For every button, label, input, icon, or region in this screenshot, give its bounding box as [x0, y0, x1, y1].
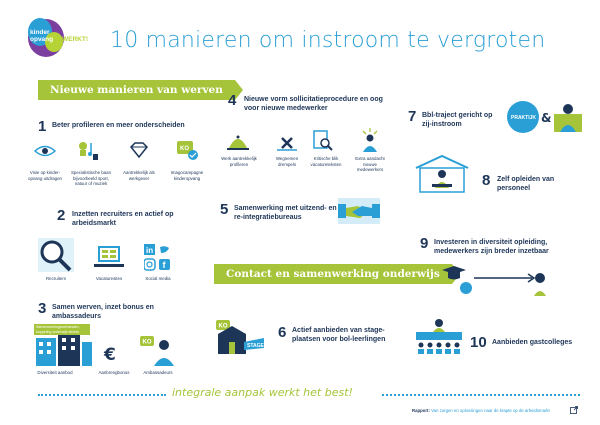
logo-text-3: WERKT!: [62, 36, 88, 43]
person-spotlight-icon: [360, 128, 380, 152]
logo-text-1: kinder: [30, 29, 50, 36]
ambassador-icon: [140, 336, 176, 366]
classroom-icon: [414, 154, 470, 194]
handshake-icon: [338, 198, 380, 224]
item-1-heading: Beter profileren en meer onderscheiden: [52, 122, 185, 129]
banner-onderwijs: Contact en samenwerking onderwijs: [214, 264, 452, 284]
item-7-heading: Bbl-traject gericht op zij-instroom: [422, 112, 493, 128]
caption-3b: Aanbrengbonus: [98, 370, 130, 375]
caption-3a: Diversiteit aanbod: [37, 370, 73, 375]
document-search-icon: [312, 130, 334, 152]
diversity-scale-icon: [440, 264, 550, 296]
praktijk-icon: [506, 100, 584, 134]
stage-ko-text: KO: [218, 323, 228, 330]
caption-4d: Extra aandacht nieuwe medewerkers: [355, 156, 385, 173]
item-8-heading: Zelf opleiden van personeel: [497, 176, 555, 192]
page-title: 10 manieren om instroom te vergroten: [110, 28, 546, 53]
caption-4b: Wegnemen drempels: [275, 156, 299, 167]
item-5-heading: Samenwerking met uitzend- en re-integratiebureaus: [234, 205, 337, 221]
stage-sign-text: STAGE: [247, 343, 264, 349]
footer-tagline: integrale aanpak werkt het best!: [172, 386, 353, 399]
caption-2b: Vacaturesites: [95, 276, 123, 281]
item-5-number: 5: [220, 201, 229, 218]
caption-3c: Ambassadeurs: [143, 370, 173, 375]
item-1-number: 1: [38, 118, 47, 135]
ko-check-icon: [176, 140, 200, 162]
school-icon: [214, 320, 266, 354]
caption-4a: Werk aantrekkelijk profileren: [221, 156, 257, 167]
item-2-heading: Inzetten recruiters en actief op arbeidsmarkt: [72, 211, 174, 227]
social-media-icon: [144, 244, 172, 272]
item-4-heading: Nieuwe vorm sollicitatieprocedure en oog voor nieuwe medewerker: [244, 96, 383, 112]
caption-1a: Visie op kinder-opvang uitdragen: [28, 170, 62, 181]
svg-text:€: €: [104, 345, 116, 364]
caption-2a: Recruiters: [45, 276, 66, 281]
specialist-icon: [76, 140, 100, 162]
caption-1b: Specialistische baan bijvoorbeeld sport, natuur of muziek: [70, 170, 112, 187]
footer-dots-right: [382, 394, 580, 396]
logo-text-2: opvang: [30, 36, 54, 43]
cloche-icon: [226, 134, 250, 152]
item-7-number: 7: [408, 108, 417, 125]
item-2-number: 2: [57, 207, 66, 224]
guest-lecture-icon: [416, 318, 462, 356]
item-6-number: 6: [278, 324, 287, 341]
laptop-icon: [94, 244, 124, 272]
item-10-number: 10: [470, 334, 487, 351]
euro-icon: [102, 344, 122, 364]
caption-2c: Social media: [145, 276, 171, 281]
item-3-heading: Samen werven, inzet bonus en ambassadeurs: [52, 304, 154, 320]
item-3-number: 3: [38, 300, 47, 317]
svg-text:&: &: [541, 111, 552, 125]
banner-werven: Nieuwe manieren van werven: [38, 80, 235, 100]
caption-1d: Imagocampagne kinderopvang: [170, 170, 204, 181]
eye-icon: [34, 144, 56, 158]
rapport-label: Rapport:: [412, 408, 430, 413]
magnifier-icon: [38, 238, 74, 272]
item-9-heading: Investeren in diversiteit opleiding, medewerkers zijn breder inzetbaar: [434, 239, 549, 255]
praktijk-text: PRAKTIJK: [511, 115, 537, 121]
item-4-number: 4: [228, 92, 237, 109]
footer-rapport: [412, 408, 550, 413]
svg-text:f: f: [162, 260, 166, 270]
footer-dots-left: [38, 394, 166, 396]
ko-badge-text: KO: [180, 146, 189, 152]
item-8-number: 8: [482, 172, 491, 189]
item-10-heading: Aanbieden gastcolleges: [492, 339, 573, 346]
item-9-number: 9: [420, 235, 429, 252]
caption-4c: Kritische blik vacatureteksten: [310, 156, 342, 167]
svg-text:in: in: [146, 246, 154, 255]
external-link-icon[interactable]: [570, 406, 578, 414]
item-6-heading: Actief aanbieden van stage- plaatsen voor bol-leerlingen: [292, 327, 386, 343]
logo: [20, 14, 98, 60]
svg-text:KO: KO: [142, 339, 152, 346]
building-sign: Samenwerkingsverbanden, koppeling onderwijs kennis: [34, 324, 90, 335]
cross-icon: [276, 136, 298, 152]
rapport-link[interactable]: Van zorgen en oplossingen naar de krapte op de arbeidsmarkt: [431, 408, 550, 413]
caption-1c: Aantrekkelijk als werkgever: [123, 170, 155, 181]
diamond-icon: [130, 142, 148, 158]
